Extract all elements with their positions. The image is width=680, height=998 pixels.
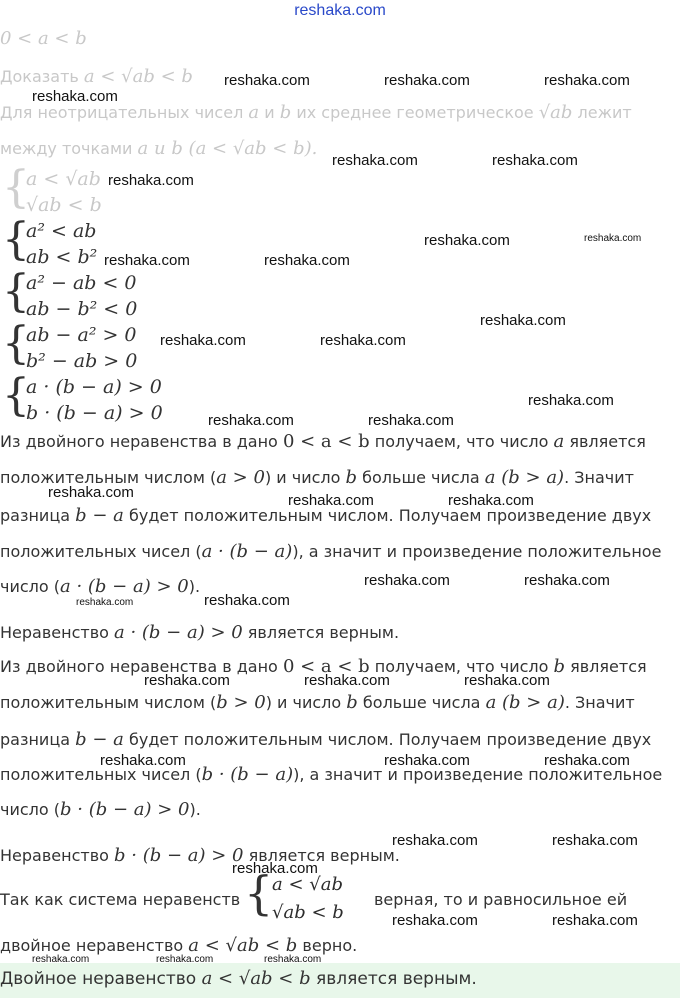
watermark: reshaka.com [368,412,454,429]
text: . Значит [564,693,635,712]
text: . Значит [564,468,634,487]
math: a · (b − a) [201,541,293,562]
text: Двойное неравенство [0,969,197,989]
system-row: a < √ab [272,874,343,895]
math: a · (b − a) > 0 [114,622,243,643]
para2-line-3 [0,729,651,751]
system-row: ab < b² [26,246,98,268]
watermark: reshaka.com [528,392,614,409]
intro-and: и [264,103,275,122]
math: b · (b − a) [201,764,294,785]
math: 0 < a < b [282,656,370,677]
text: больше числа [362,468,480,487]
watermark: reshaka.com [264,954,322,965]
text: ). [188,577,201,596]
text: является верным. [248,846,400,865]
watermark: reshaka.com [544,752,630,769]
watermark: reshaka.com [156,954,214,965]
text: число ( [0,577,60,596]
watermark: reshaka.com [448,492,534,509]
watermark: reshaka.com [264,252,350,269]
math: a (b > a) [485,692,565,713]
intro-line-2 [0,138,317,160]
intro-var-a: a [248,102,260,123]
math: a · (b − a) > 0 [60,576,189,597]
intro-var-b: b [279,102,292,123]
watermark: reshaka.com [392,912,478,929]
text: положительных чисел ( [0,542,202,561]
system-row: a² < ab [26,220,97,242]
watermark: reshaka.com [208,412,294,429]
watermark: reshaka.com [480,312,566,329]
para1-line-1 [0,431,646,453]
watermark: reshaka.com [144,672,230,689]
text: является верным. [247,623,400,642]
math: a [553,431,565,452]
text: является [569,432,646,451]
watermark: reshaka.com [584,233,642,244]
text: разница [0,730,71,749]
system-row: ab − a² > 0 [26,324,137,346]
prove-line [0,66,193,88]
intro-text: Для неотрицательных чисел [0,103,244,122]
math: b [346,692,358,713]
text: ), а значит и произведение положительное [292,542,662,561]
system-row: √ab < b [26,194,102,216]
system-brace: { [2,162,30,213]
system-row: b² − ab > 0 [26,350,138,372]
text: положительным числом ( [0,693,217,712]
watermark: reshaka.com [160,332,246,349]
system-row: a² − ab < 0 [26,272,137,294]
math: a > 0 [216,467,265,488]
conclusion-1 [0,622,399,644]
answer-line [0,968,477,989]
watermark: reshaka.com [204,592,290,609]
math: b − a [75,505,124,526]
system-row: √ab < b [272,902,344,923]
math: b [553,656,566,677]
math: 0 < a < b [282,431,370,452]
math: b · (b − a) > 0 [114,845,244,866]
text: является [570,657,647,676]
para2-line-2 [0,692,635,714]
text: является верным. [316,969,477,989]
watermark: reshaka.com [108,172,194,189]
watermark: reshaka.com [232,860,318,877]
text: положительным числом ( [0,468,217,487]
para1-line-4 [0,541,661,563]
watermark: reshaka.com [288,492,374,509]
watermark: reshaka.com [384,752,470,769]
given-condition: 0 < a < b [0,28,87,49]
watermark: reshaka.com [464,672,550,689]
intro-sqrt: √ab [538,102,573,123]
watermark: reshaka.com [392,832,478,849]
watermark: reshaka.com [384,72,470,89]
text: будет положительным числом. Получаем произведение двух [129,730,652,749]
watermark: reshaka.com [524,572,610,589]
watermark: reshaka.com [48,484,134,501]
intro-text: лежит [577,103,632,122]
system-row: b · (b − a) > 0 [26,402,163,424]
math: a (b > a) [484,467,565,488]
text: верно. [302,936,358,955]
system-brace: { [2,370,30,421]
intro-text: их среднее геометрическое [296,103,534,122]
text: ), а значит и произведение положительное [293,765,663,784]
text: двойное неравенство [0,936,184,955]
watermark: reshaka.com [544,72,630,89]
text: получаем, что число [374,657,549,676]
conclusion-2 [0,845,400,867]
math: a < √ab < b [201,968,311,989]
text: Из двойного неравенства в дано [0,657,278,676]
text: Из двойного неравенства в дано [0,432,278,451]
text: положительных чисел ( [0,765,202,784]
intro-line-1 [0,102,632,124]
para2-line-5 [0,799,201,821]
text: ). [189,800,201,819]
para1-line-5 [0,576,200,598]
watermark: reshaka.com [332,152,418,169]
watermark: reshaka.com [100,752,186,769]
text: ) и число [265,693,342,712]
system-brace: { [2,318,30,369]
text: разница [0,506,71,525]
watermark: reshaka.com [76,597,134,608]
watermark: reshaka.com [104,252,190,269]
system-brace: { [2,214,30,265]
system-row: a · (b − a) > 0 [26,376,162,398]
text: будет положительным числом. Получаем произведение двух [129,506,652,525]
math: b [345,467,358,488]
text: ) и число [264,468,341,487]
text: Неравенство [0,623,109,642]
watermark: reshaka.com [552,832,638,849]
watermark: reshaka.com [364,572,450,589]
watermark: reshaka.com [320,332,406,349]
watermark: reshaka.com [492,152,578,169]
prove-expression: a < √ab < b [83,66,193,87]
prove-label: Доказать [0,67,79,86]
system-row: ab − b² < 0 [26,298,138,320]
text: больше числа [362,693,481,712]
system-row: a < √ab [26,168,101,190]
watermark: reshaka.com [304,672,390,689]
system-brace: { [244,866,274,920]
system-brace: { [2,266,30,317]
text: число ( [0,800,60,819]
math: a < √ab < b [188,935,298,956]
watermark: reshaka.com [32,88,118,105]
watermark: reshaka.com [32,954,90,965]
site-header[interactable]: reshaka.com [294,2,386,19]
final-text-post: верная, то и равносильное ей [374,890,628,909]
intro-expression: a и b (a < √ab < b). [137,138,318,159]
intro-text: между точками [0,139,133,158]
watermark: reshaka.com [552,912,638,929]
final-text-pre: Так как система неравенств [0,890,241,909]
math: b · (b − a) > 0 [60,799,190,820]
watermark: reshaka.com [224,72,310,89]
text: получаем, что число [374,432,549,451]
watermark: reshaka.com [424,232,510,249]
math: b > 0 [216,692,266,713]
text: Неравенство [0,846,109,865]
math: b − a [75,729,124,750]
